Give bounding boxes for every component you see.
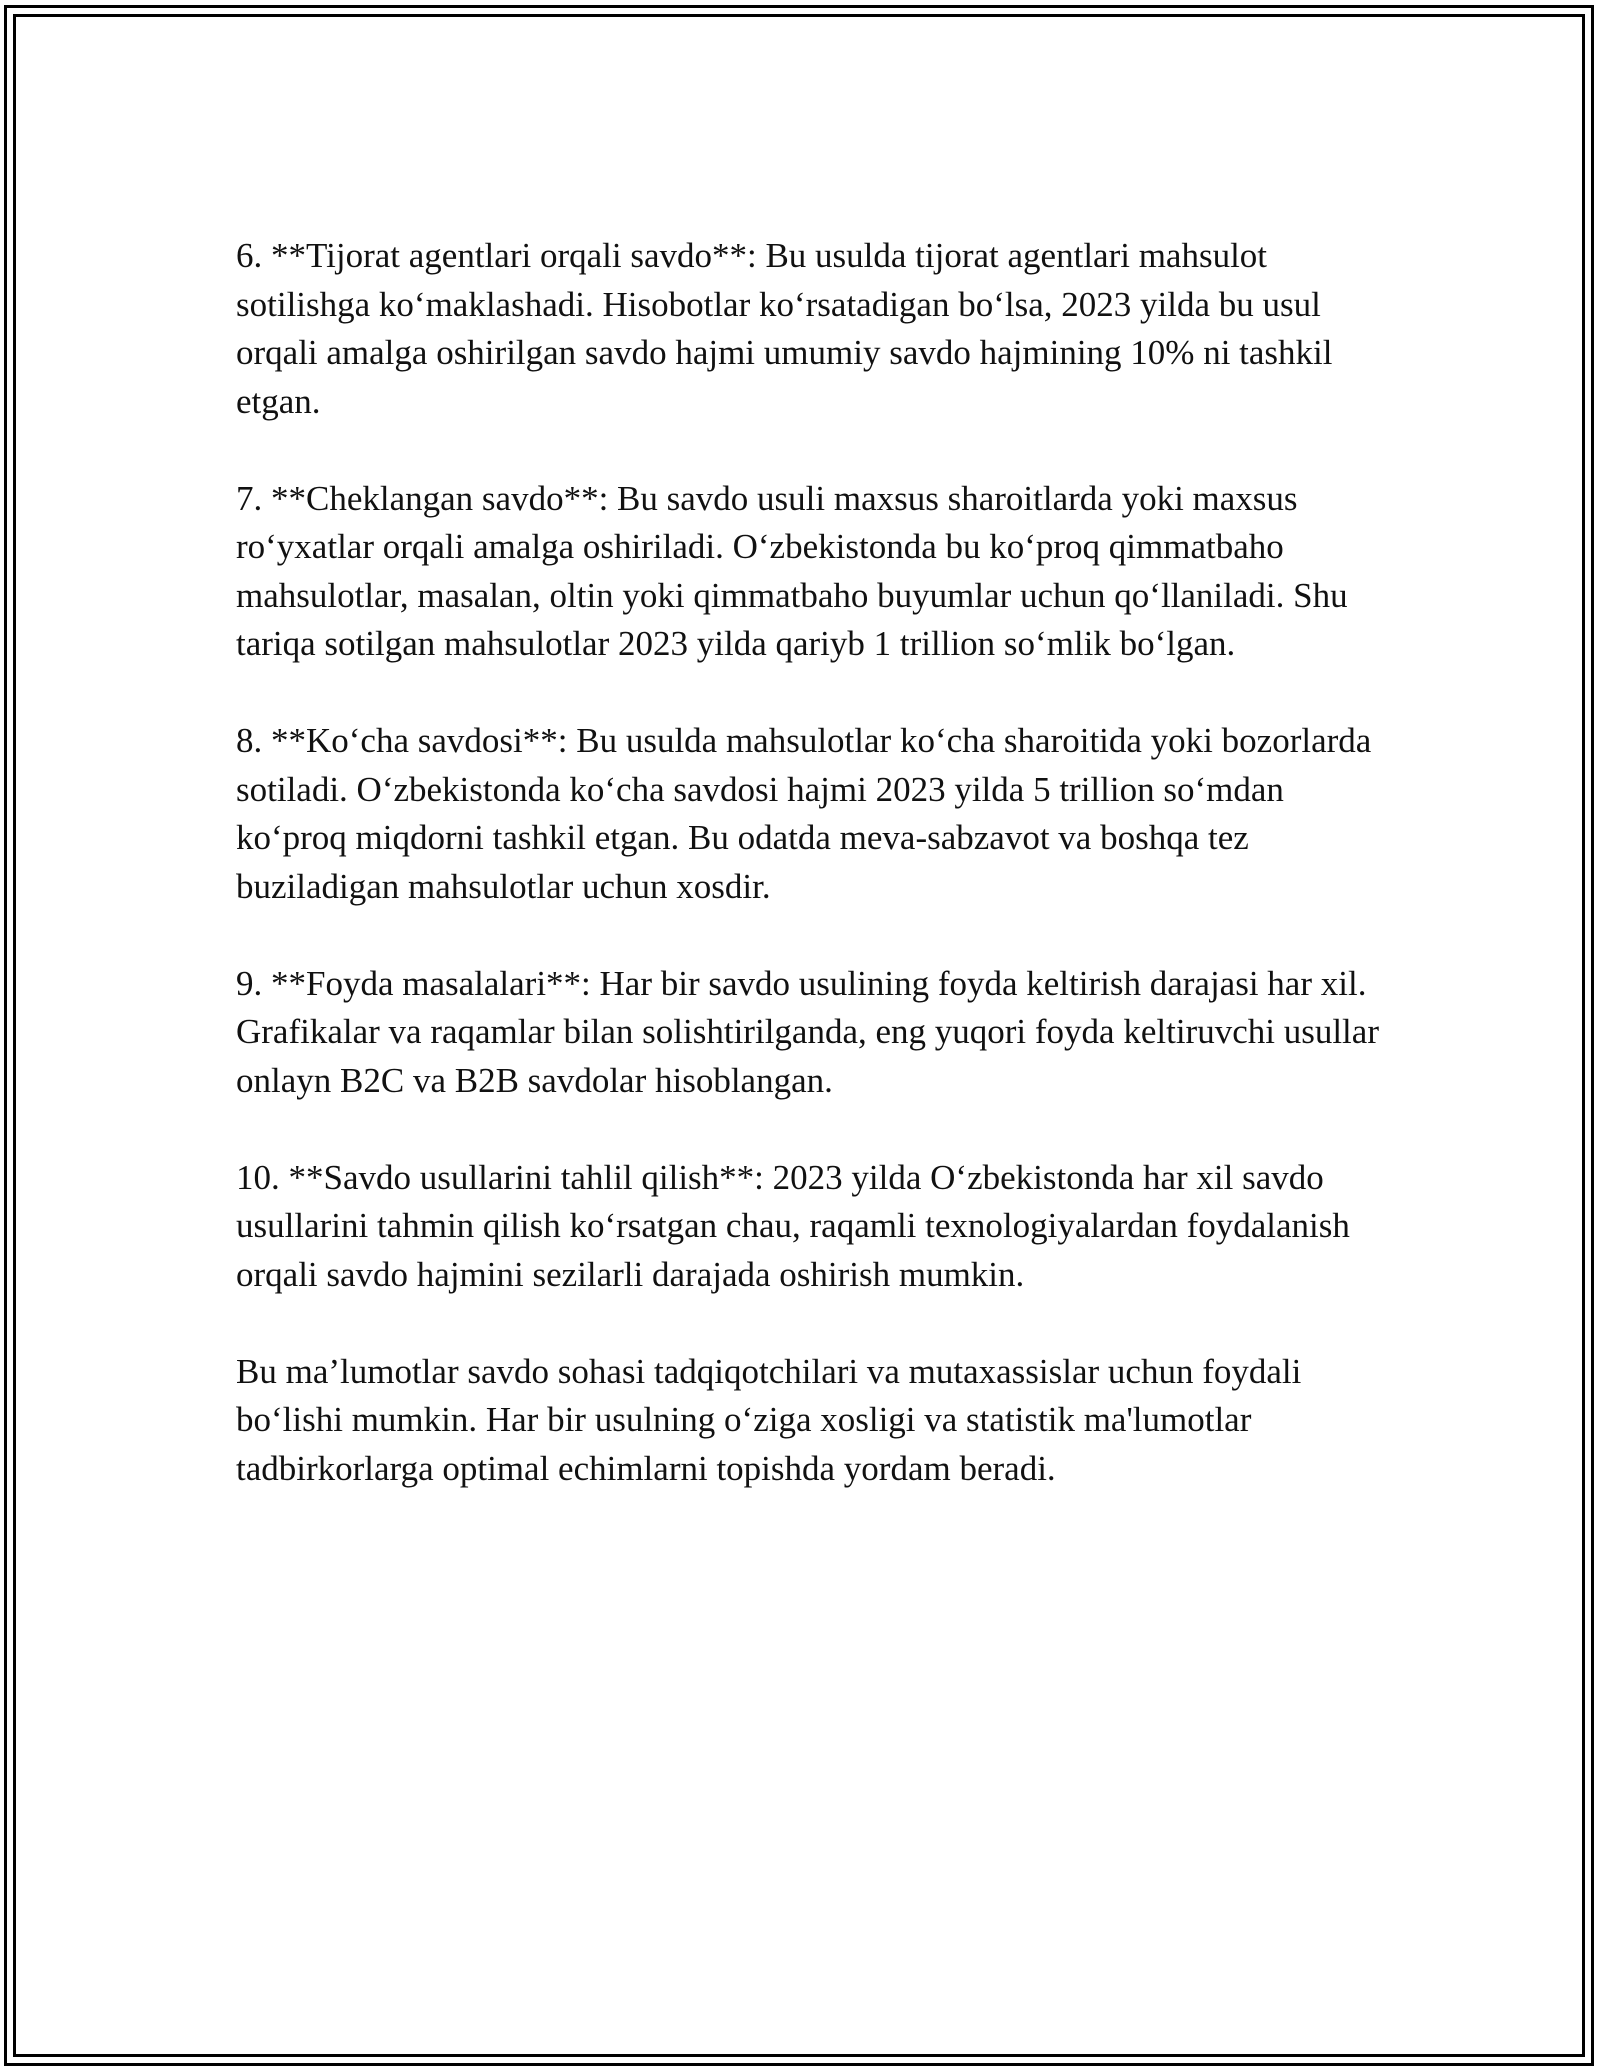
closing-paragraph: Bu ma’lumotlar savdo sohasi tadqiqotchilari va mutaxassislar uchun foydali bo‘lishi mumkin. Har bir usulning o‘ziga xosligi va statistik ma'lumotlar tadbirkorlarga optimal echimlarni topishda yordam beradi. (236, 1351, 1302, 1488)
paragraph-item-6: 6. **Tijorat agentlari orqali savdo**: Bu usulda tijorat agentlari mahsulot sotilishga ko‘maklashadi. Hisobotlar ko‘rsatadigan bo‘lsa, 2023 yilda bu usul orqali amalga oshirilgan savdo hajmi umumiy savdo hajmining 10% ni tashkil etgan. (236, 236, 1333, 421)
paragraph-item-8: 8. **Ko‘cha savdosi**: Bu usulda mahsulotlar ko‘cha sharoitida yoki bozorlarda sotiladi. O‘zbekistonda ko‘cha savdosi hajmi 2023 yilda 5 trillion so‘mdan ko‘proq miqdorni tashkil etgan. Bu odatda meva-sabzavot va boshqa tez buziladigan mahsulotlar uchun xosdir. (236, 721, 1372, 906)
paragraph-item-9: 9. **Foyda masalalari**: Har bir savdo usulining foyda keltirish darajasi har xil. Grafikalar va raqamlar bilan solishtirilganda, eng yuqori foyda keltiruvchi usullar onlayn B2C va B2B savdolar hisoblangan. (236, 963, 1379, 1100)
paragraph-item-10: 10. **Savdo usullarini tahlil qilish**: 2023 yilda O‘zbekistonda har xil savdo usullarini tahmin qilish ko‘rsatgan chau, raqamli texnologiyalardan foydalanish orqali savdo hajmini sezilarli darajada oshirish mumkin. (236, 1157, 1350, 1294)
document-body (236, 232, 1386, 1542)
paragraph-item-7: 7. **Cheklangan savdo**: Bu savdo usuli maxsus sharoitlarda yoki maxsus ro‘yxatlar orqali amalga oshiriladi. O‘zbekistonda bu ko‘proq qimmatbaho mahsulotlar, masalan, oltin yoki qimmatbaho buyumlar uchun qo‘llaniladi. Shu tariqa sotilgan mahsulotlar 2023 yilda qariyb 1 trillion so‘mlik bo‘lgan. (236, 478, 1348, 663)
